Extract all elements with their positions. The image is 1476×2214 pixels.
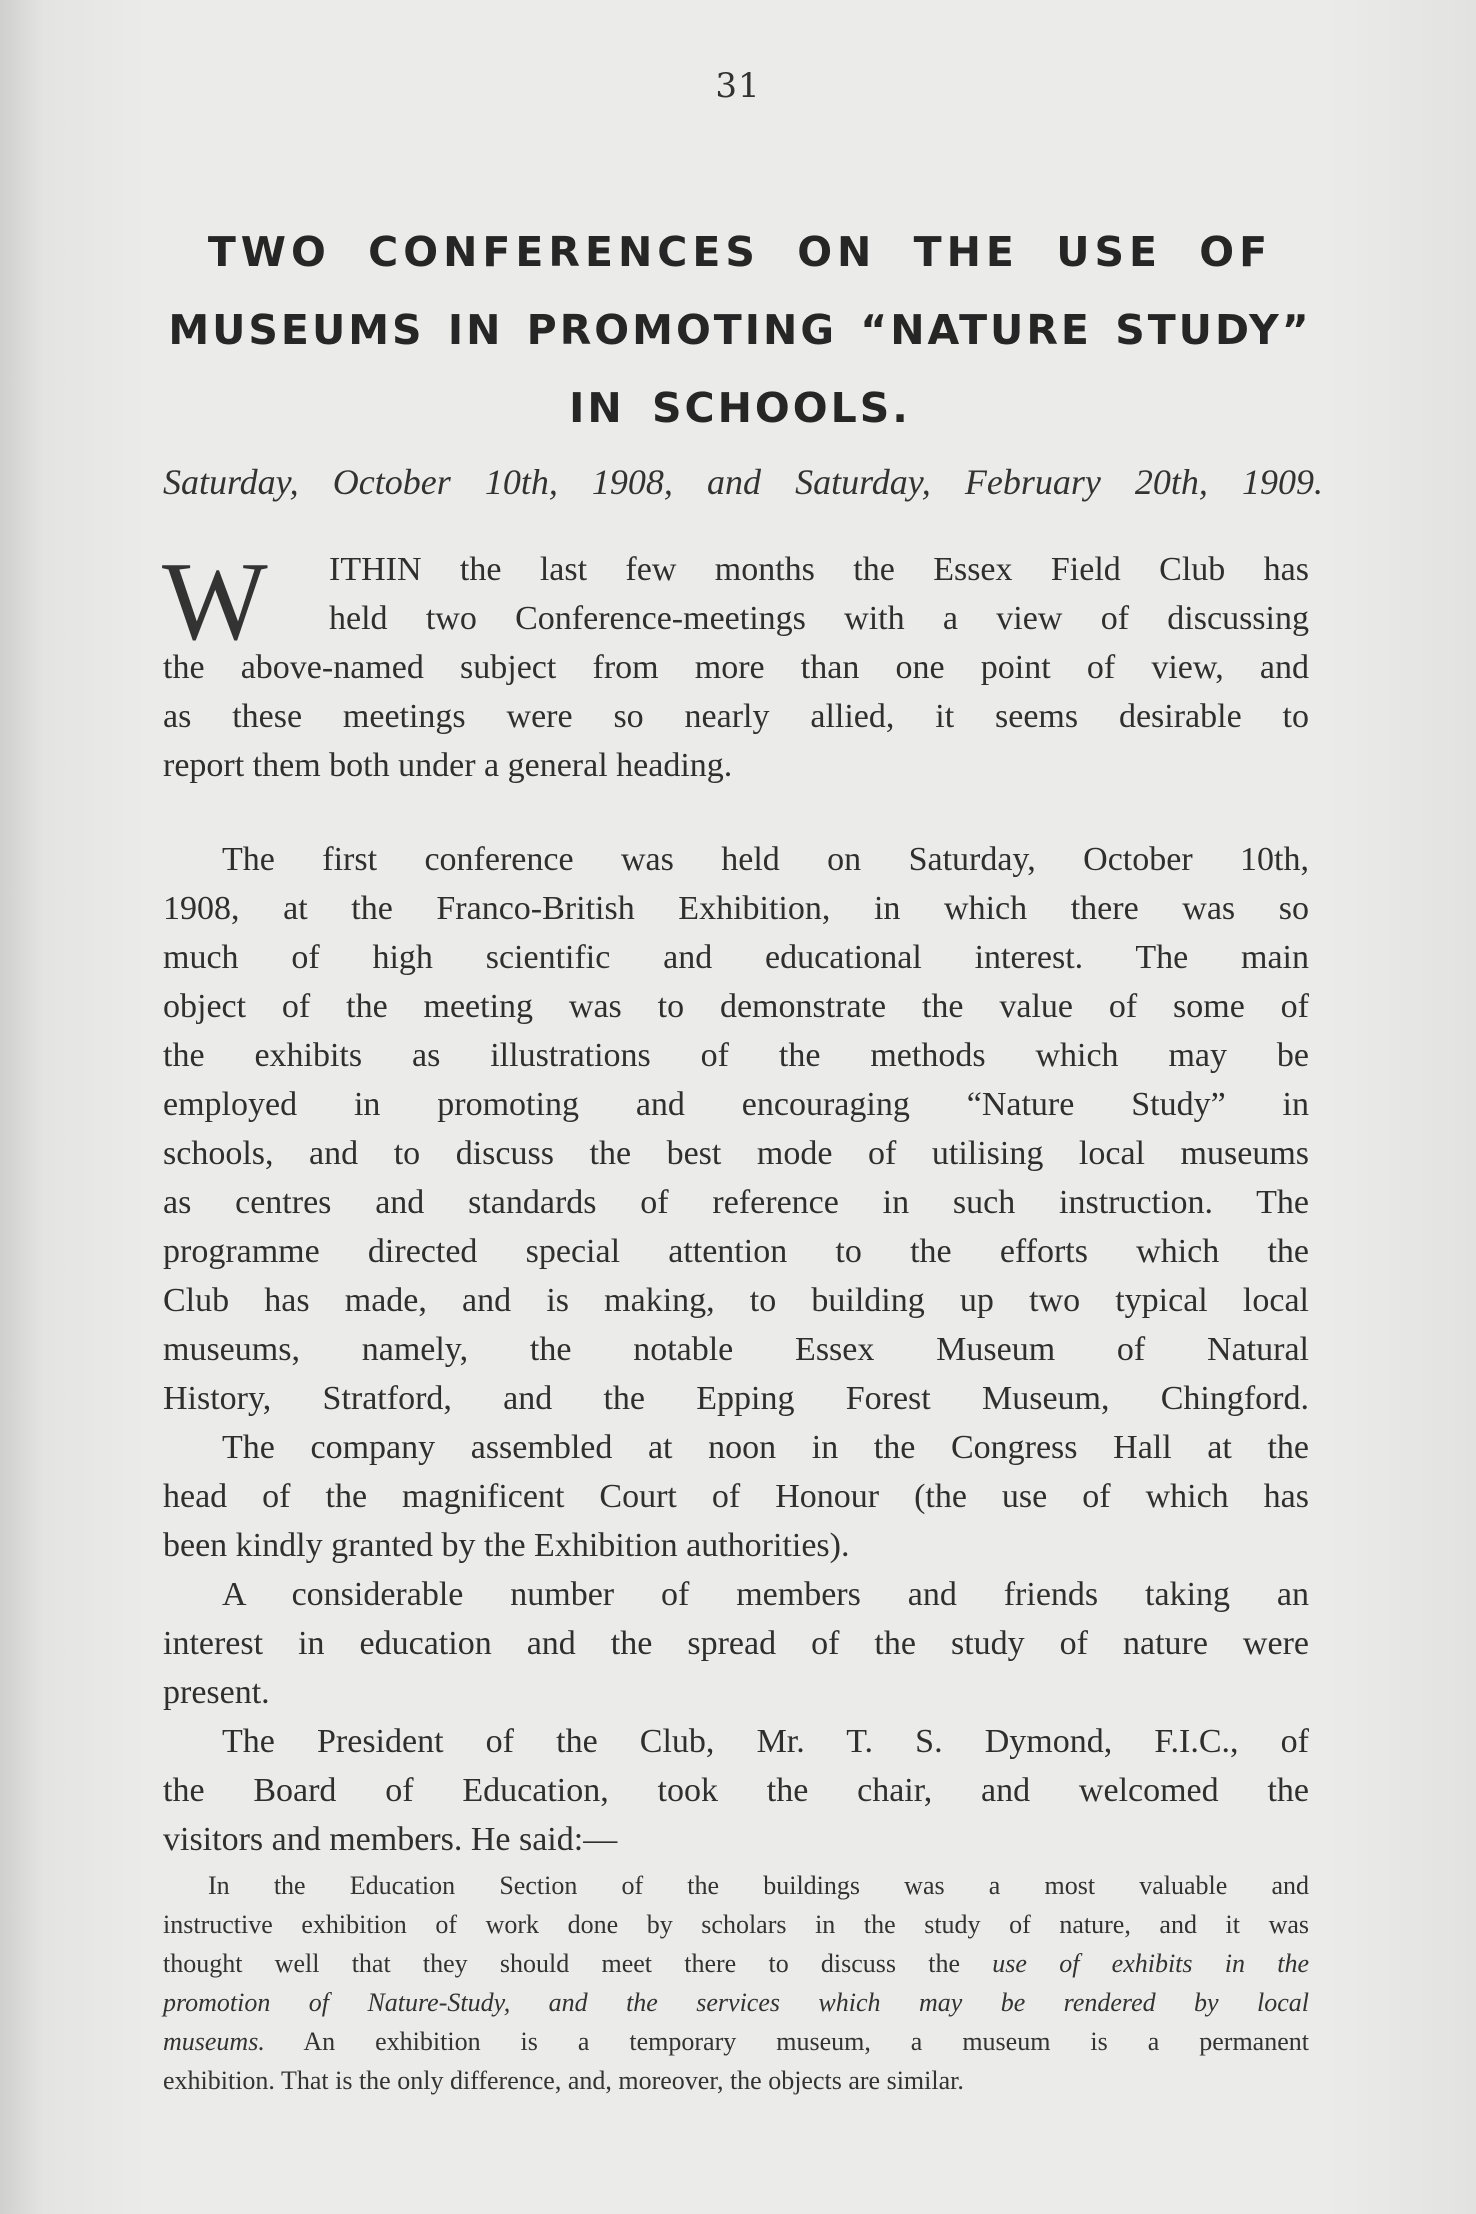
body-line: present. <box>163 1674 270 1711</box>
date-line: Saturday, October 10th, 1908, and Saturday, February 20th, 1909. <box>163 462 1323 502</box>
body-line: The first conference was held on Saturday, October 10th, <box>222 841 1309 878</box>
body-line: History, Stratford, and the Epping Forest Museum, Chingford. <box>163 1380 1309 1417</box>
body-line: schools, and to discuss the best mode of utilising local museums <box>163 1135 1309 1172</box>
body-line: the Board of Education, took the chair, and welcomed the <box>163 1772 1309 1809</box>
body-line: held two Conference-meetings with a view of discussing <box>329 600 1309 637</box>
quote-italic-text: promotion of Nature-Study, and the services which may be rendered by local <box>163 1988 1309 2017</box>
body-line: The President of the Club, Mr. T. S. Dymond, F.I.C., of <box>222 1723 1309 1760</box>
quote-line <box>163 1945 1309 1983</box>
quote-italic-text: use of exhibits in the <box>992 1949 1309 1978</box>
body-line: A considerable number of members and friends taking an <box>222 1576 1309 1613</box>
body-line: much of high scientific and educational interest. The main <box>163 939 1309 976</box>
body-line: The company assembled at noon in the Congress Hall at the <box>222 1429 1309 1466</box>
title-line-2: MUSEUMS IN PROMOTING “NATURE STUDY” <box>168 306 1312 354</box>
body-line: employed in promoting and encouraging “Nature Study” in <box>163 1086 1309 1123</box>
drop-cap: W <box>162 540 268 664</box>
quote-line: instructive exhibition of work done by scholars in the study of nature, and it was <box>163 1910 1309 1939</box>
body-line: as these meetings were so nearly allied, it seems desirable to <box>163 698 1309 735</box>
body-line: interest in education and the spread of the study of nature were <box>163 1625 1309 1662</box>
body-line: visitors and members. He said:— <box>163 1821 618 1858</box>
quote-italic-text: museums. <box>163 2027 265 2056</box>
body-line: Club has made, and is making, to building up two typical local <box>163 1282 1309 1319</box>
body-line: programme directed special attention to the efforts which the <box>163 1233 1309 1270</box>
body-line: the exhibits as illustrations of the methods which may be <box>163 1037 1309 1074</box>
body-line: the above-named subject from more than one point of view, and <box>163 649 1309 686</box>
title-line-1: TWO CONFERENCES ON THE USE OF <box>207 228 1273 276</box>
quote-text: An exhibition is a temporary museum, a museum is a permanent <box>264 2027 1309 2056</box>
quote-line <box>163 1984 1309 2022</box>
body-line: report them both under a general heading. <box>163 747 733 784</box>
page-number: 31 <box>715 66 761 106</box>
body-line: head of the magnificent Court of Honour (the use of which has <box>163 1478 1309 1515</box>
quote-text: thought well that they should meet there to discuss the <box>163 1949 993 1978</box>
body-line: ITHIN the last few months the Essex Field Club has <box>329 551 1309 588</box>
quote-line <box>163 2023 1309 2061</box>
body-line: as centres and standards of reference in such instruction. The <box>163 1184 1309 1221</box>
body-line: 1908, at the Franco-British Exhibition, in which there was so <box>163 890 1309 927</box>
body-line: object of the meeting was to demonstrate the value of some of <box>163 988 1309 1025</box>
quote-line: In the Education Section of the buildings was a most valuable and <box>208 1871 1309 1900</box>
quote-line: exhibition. That is the only difference, and, moreover, the objects are similar. <box>163 2066 964 2095</box>
title-line-3: IN SCHOOLS. <box>569 384 911 432</box>
body-line: been kindly granted by the Exhibition authorities). <box>163 1527 850 1564</box>
body-line: museums, namely, the notable Essex Museum of Natural <box>163 1331 1309 1368</box>
